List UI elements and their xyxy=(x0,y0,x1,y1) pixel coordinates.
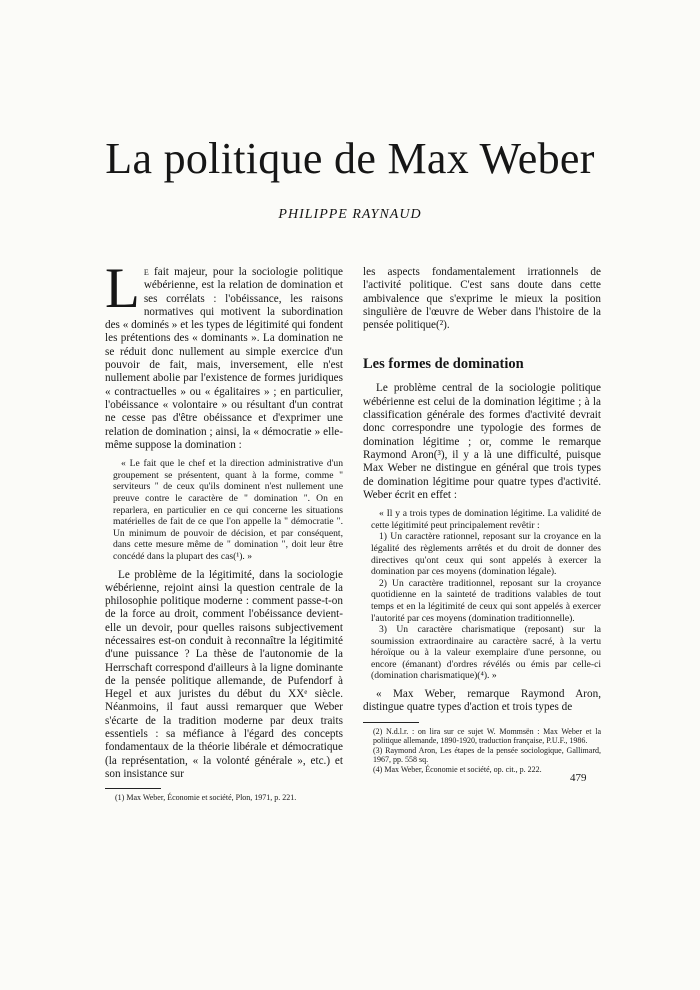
domination-paragraph: Le problème central de la sociologie politique wébérienne est celui de la domination légitime ; à la classification générale des formes d'activité devrait donc correspondre une typologie des formes de domination légitime ; or, comme le remarque Raymond Aron(³), il y a là une difficulté, puisque Max Weber ne distingue en général que trois types de domination légitime pour quatre types d'activité. Weber écrit en effet : xyxy=(363,382,601,501)
intro-paragraph xyxy=(105,257,344,452)
quote-charismatic: 3) Un caractère charismatique (reposant) sur la soumission extraordinaire au caractère sacré, à la vertu héroïque ou à la valeur exemplaire d'une personne, ou encore (émanant) d'ordres révélés ou émis par celle-ci (domination charismatique)(⁴). » xyxy=(371,624,601,682)
aron-paragraph: « Max Weber, remarque Raymond Aron, distingue quatre types d'action et trois types de xyxy=(363,688,601,714)
footnote-4: (4) Max Weber, Économie et société, op. cit., p. 222. xyxy=(373,764,542,774)
continuation-paragraph: les aspects fondamentalement irrationnels de l'activité politique. C'est sans doute dans cette ambivalence que s'exprime le mieux la position singulière de l'œuvre de Weber dans l'histoire de la pensée politique(²). xyxy=(363,266,601,332)
page-number: 479 xyxy=(570,772,587,784)
left-column xyxy=(105,257,344,803)
footnote-rule xyxy=(105,788,161,789)
footnote-rule-right xyxy=(363,722,419,723)
weber-quote: « Le fait que le chef et la direction administrative d'un groupement se présentent, quant à la forme, comme " serviteurs " de ceux qu'ils dominent n'est nullement une preuve contre le caractère de " domination ". On en reparlera, en particulier en ce qui concerne les situations matérielles de fait de ce que l'on appelle la " démocratie ". Un minimum de pouvoir de décision, et par conséquent, dans cette mesure même de " domination ", doit leur être concédé dans la plupart des cas(¹). » xyxy=(113,458,343,562)
quote-intro: « Il y a trois types de domination légitime. La validité de cette légitimité peut principalement revêtir : xyxy=(371,508,601,531)
quote-rational: 1) Un caractère rationnel, reposant sur la croyance en la légalité des règlements arrêtés et du droit de donner des directives qu'ont ceux qui sont appelés à exercer la domination par ces moyens (domination légale). xyxy=(371,531,601,578)
footnote-2: (2) N.d.l.r. : on lira sur ce sujet W. Mommsën : Max Weber et la politique allemande, 1890-1920, traduction française, P.U.F., 1986. xyxy=(373,726,601,746)
legitimacy-paragraph: Le problème de la légitimité, dans la sociologie wébérienne, rejoint ainsi la question centrale de la philosophie politique moderne : comment passe-t-on de la force au droit, comment l'obéissance devient-elle un devoir, pour quelles raisons subjectivement nécessaires est-on conduit à reconnaître la légitimité d'une puissance ? La thèse de l'autonomie de la Herrschaft correspond d'ailleurs à la ligne dominante de la pensée politique allemande, de Pufendorf à Hegel et aux juristes du début du XXᵉ siècle. Néanmoins, il faut aussi remarquer que Weber s'écarte de la tradition moderne par deux traits essentiels : sa méfiance à l'égard des concepts fondamentaux de la théorie libérale et démocratique (la représentation, « la volonté générale », etc.) et son insistance sur xyxy=(105,568,343,780)
intro-text: fait majeur, pour la sociologie politique wébérienne, est la relation de domination et ses corrélats : l'obéissance, les raisons normatives qui motivent la subordination des « dominés » et les types de légitimité qui fondent les prétentions des « dominants ». La domination ne se réduit donc nullement au simple exercice d'un pouvoir de fait, mais, inversement, elle n'est nullement abolie par l'existence de formes juridiques « contractuelles » ou « égalitaires » ; en particulier, l'obéissance « volontaire » ou résultant d'un contrat ne cesse pas d'être obéissance et d'exprimer une relation de domination ; ainsi, la « démocratie » elle-même suppose la domination : xyxy=(105,266,344,451)
right-column xyxy=(363,266,601,774)
article-title: La politique de Max Weber xyxy=(105,134,595,183)
footnote-3: (3) Raymond Aron, Les étapes de la pensée sociologique, Gallimard, 1967, pp. 558 sq. xyxy=(373,745,601,765)
section-heading: Les formes de domination xyxy=(363,356,524,373)
drop-cap: L xyxy=(105,257,140,320)
footnote-1: (1) Max Weber, Économie et société, Plon, 1971, p. 221. xyxy=(115,793,297,803)
quote-traditional: 2) Un caractère traditionnel, reposant sur la croyance quotidienne en la sainteté de traditions valables de tout temps et en la légitimité de ceux qui sont appelés à exercer l'autorité par ces moyens (domination traditionnelle). xyxy=(371,577,601,624)
drop-cap-rest: e xyxy=(143,266,149,278)
author-name: PHILIPPE RAYNAUD xyxy=(278,207,422,222)
